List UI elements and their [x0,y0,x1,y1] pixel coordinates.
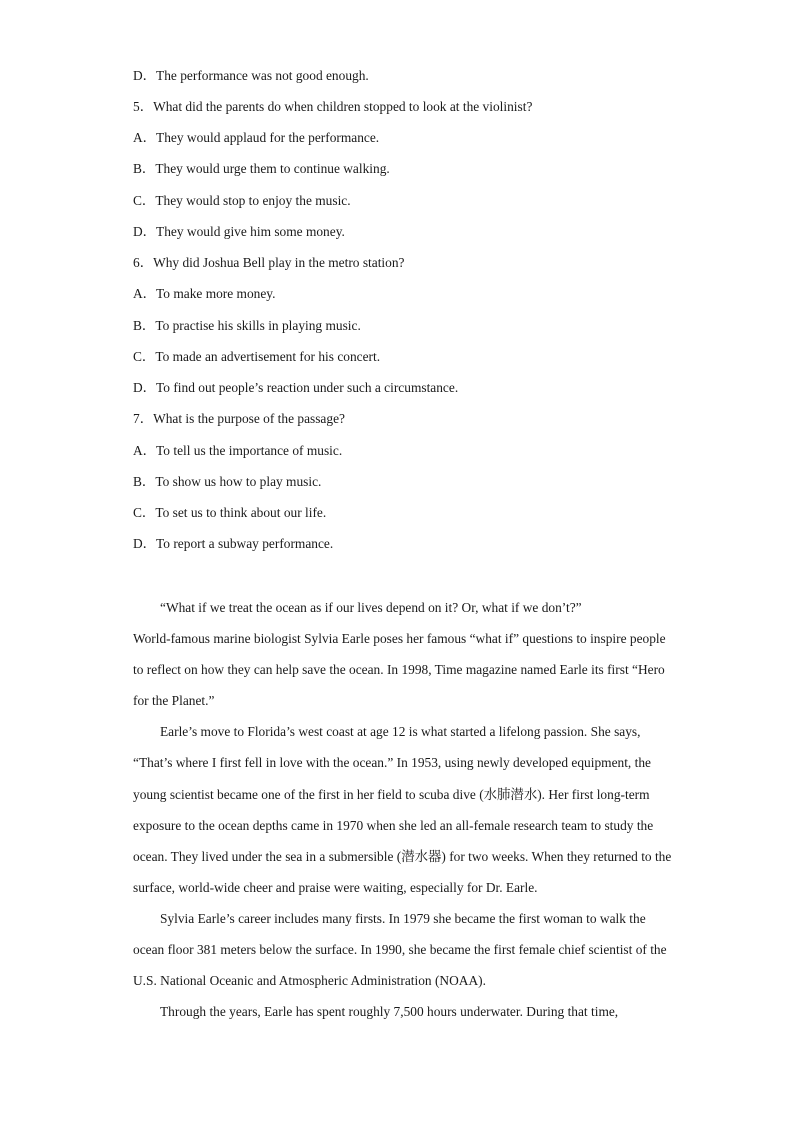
passage-paragraph-3: Sylvia Earle’s career includes many firsts. In 1979 she became the first woman to walk the ocean floor 381 meters below the surface. In 1990, she became the first female chief scientist of the U.S. National Oceanic and Atmospheric Administration (NOAA). [133,910,667,989]
option-line: B．They would urge them to continue walking. [133,161,390,176]
passage-paragraph-4: Through the years, Earle has spent roughly 7,500 hours underwater. During that time, [160,1004,619,1020]
reading-passage [133,592,673,1027]
option-line: B．To show us how to play music. [133,474,322,489]
option-line: C．To set us to think about our life. [133,505,327,520]
option-line: A．To make more money. [133,286,276,301]
option-line: D．To find out people’s reaction under such a circumstance. [133,380,459,395]
option-line: A．To tell us the importance of music. [133,443,343,458]
option-line: A．They would applaud for the performance. [133,130,380,145]
option-line: D．The performance was not good enough. [133,68,369,83]
question-line: 6．Why did Joshua Bell play in the metro station? [133,255,405,270]
passage-paragraph-1: “What if we treat the ocean as if our lives depend on it? Or, what if we don’t?” World-famous marine biologist Sylvia Earle poses her famous “what if” questions to inspire people to reflect on how they can help save the ocean. In 1998, Time magazine named Earle its first “Hero for the Planet.” [133,600,666,709]
question-line: 7．What is the purpose of the passage? [133,411,345,426]
option-line: C．To made an advertisement for his concert. [133,349,381,364]
option-line: C．They would stop to enjoy the music. [133,193,351,208]
option-line: B．To practise his skills in playing music. [133,318,361,333]
question-line: 5．What did the parents do when children stopped to look at the violinist? [133,99,533,114]
passage-paragraph-2: Earle’s move to Florida’s west coast at age 12 is what started a lifelong passion. She says, “That’s where I first fell in love with the ocean.” In 1953, using newly developed equipment, the young scientist became one of the first in her field to scuba dive (水肺潜水). Her first long-term exposure to the ocean depths came in 1970 when she led an all-female research team to study the ocean. They lived under the sea in a submersible (潜水器) for two weeks. When they returned to the surface, world-wide cheer and praise were waiting, especially for Dr. Earle. [133,724,672,895]
option-line: D．They would give him some money. [133,224,345,239]
option-line: D．To report a subway performance. [133,536,334,551]
